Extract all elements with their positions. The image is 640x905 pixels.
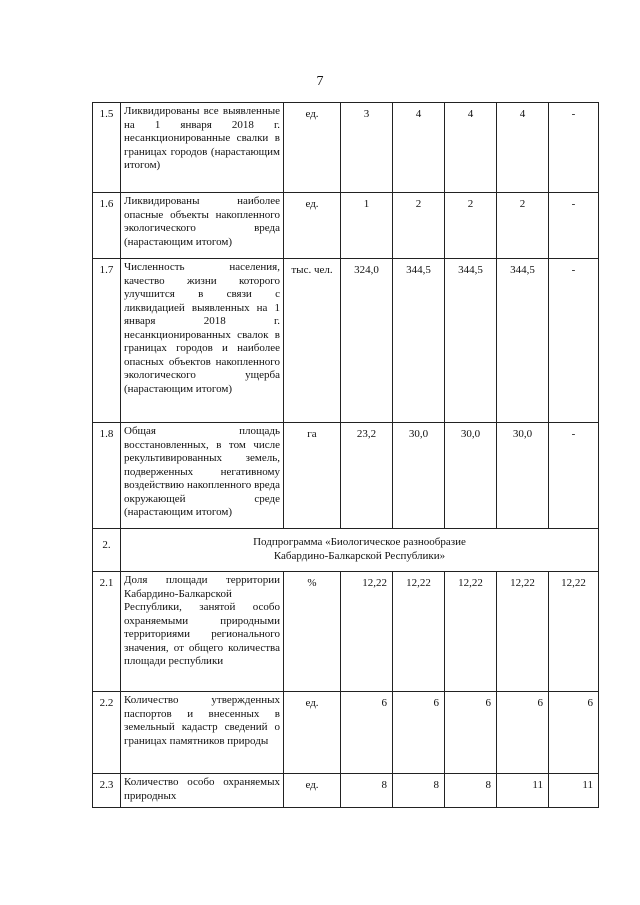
table-row <box>93 572 599 692</box>
value-4: 2 <box>497 193 549 259</box>
value-3: 4 <box>445 103 497 193</box>
indicator-description: Доля площади территории Кабардино-Балкарской Республики, занятой особо охраняемыми природными территориями регионального значения, от общего количества площади республики <box>121 572 284 692</box>
indicator-description: Количество утвержденных паспортов и внесенных в земельный кадастр сведений о границах памятников природы <box>121 692 284 774</box>
subprogram-title-line-2: Кабардино-Балкарской Республики» <box>273 549 446 562</box>
section-number: 2. <box>93 529 121 572</box>
table-row <box>93 692 599 774</box>
unit: % <box>284 572 341 692</box>
row-number: 2.3 <box>93 774 121 808</box>
value-2: 12,22 <box>393 572 445 692</box>
value-1: 324,0 <box>341 259 393 423</box>
value-1: 3 <box>341 103 393 193</box>
value-1: 8 <box>341 774 393 808</box>
value-5: 11 <box>549 774 599 808</box>
value-3: 8 <box>445 774 497 808</box>
row-number: 2.1 <box>93 572 121 692</box>
indicator-description: Общая площадь восстановленных, в том числе рекультивированных земель, подверженных негативному воздействию накопленного вреда окружающей среде (нарастающим итогом) <box>121 423 284 529</box>
row-number: 1.8 <box>93 423 121 529</box>
unit: га <box>284 423 341 529</box>
value-5: - <box>549 103 599 193</box>
value-5: - <box>549 193 599 259</box>
value-5: - <box>549 259 599 423</box>
row-number: 1.6 <box>93 193 121 259</box>
unit: тыс. чел. <box>284 259 341 423</box>
value-2: 4 <box>393 103 445 193</box>
value-5: 12,22 <box>549 572 599 692</box>
subprogram-title <box>121 529 599 572</box>
value-1: 6 <box>341 692 393 774</box>
value-2: 2 <box>393 193 445 259</box>
table-row <box>93 103 599 193</box>
value-4: 11 <box>497 774 549 808</box>
unit: ед. <box>284 774 341 808</box>
value-3: 2 <box>445 193 497 259</box>
value-4: 4 <box>497 103 549 193</box>
table-row <box>93 259 599 423</box>
value-1: 1 <box>341 193 393 259</box>
row-number: 2.2 <box>93 692 121 774</box>
value-5: 6 <box>549 692 599 774</box>
indicator-description: Численность населения, качество жизни которого улучшится в связи с ликвидацией выявленных на 1 января 2018 г. несанкционированных свалок в границах городов и наиболее опасных объектов накопленного экологического ущерба (нарастающим итогом) <box>121 259 284 423</box>
value-1: 23,2 <box>341 423 393 529</box>
unit: ед. <box>284 193 341 259</box>
indicators-table <box>92 102 599 808</box>
value-3: 12,22 <box>445 572 497 692</box>
value-2: 8 <box>393 774 445 808</box>
value-3: 6 <box>445 692 497 774</box>
subprogram-title-line-1: Подпрограмма «Биологическое разнообразие <box>253 536 466 548</box>
value-1: 12,22 <box>341 572 393 692</box>
value-2: 30,0 <box>393 423 445 529</box>
row-number: 1.5 <box>93 103 121 193</box>
value-2: 6 <box>393 692 445 774</box>
value-3: 344,5 <box>445 259 497 423</box>
indicator-description: Ликвидированы наиболее опасные объекты накопленного экологического вреда (нарастающим итогом) <box>121 193 284 259</box>
value-3: 30,0 <box>445 423 497 529</box>
value-4: 344,5 <box>497 259 549 423</box>
value-4: 12,22 <box>497 572 549 692</box>
indicator-description: Количество особо охраняемых природных <box>121 774 284 808</box>
value-4: 30,0 <box>497 423 549 529</box>
table-row <box>93 193 599 259</box>
row-number: 1.7 <box>93 259 121 423</box>
unit: ед. <box>284 103 341 193</box>
value-4: 6 <box>497 692 549 774</box>
subprogram-row <box>93 529 599 572</box>
table-row <box>93 774 599 808</box>
value-5: - <box>549 423 599 529</box>
indicator-description: Ликвидированы все выявленные на 1 января 2018 г. несанкционированные свалки в границах городов (нарастающим итогом) <box>121 103 284 193</box>
page-number: 7 <box>316 74 324 89</box>
value-2: 344,5 <box>393 259 445 423</box>
unit: ед. <box>284 692 341 774</box>
table-row <box>93 423 599 529</box>
